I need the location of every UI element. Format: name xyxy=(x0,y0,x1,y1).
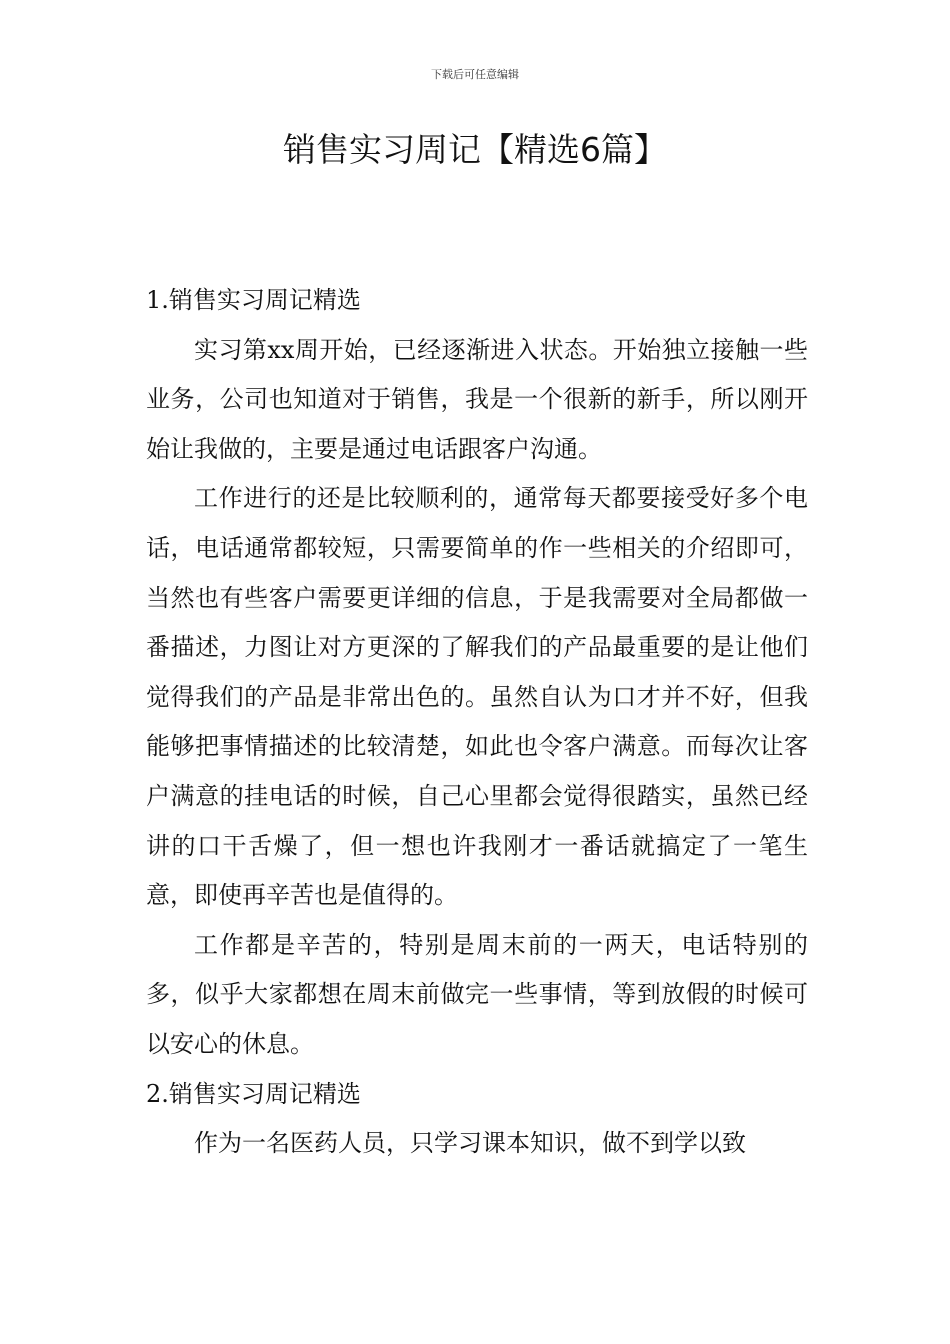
section-1 xyxy=(146,276,808,1070)
document-body xyxy=(146,276,808,1169)
paragraph: 作为一名医药人员，只学习课本知识，做不到学以致 xyxy=(194,1129,746,1158)
paragraph: 实习第xx周开始，已经逐渐进入状态。开始独立接触一些业务，公司也知道对于销售，我是一个很新的新手，所以刚开始让我做的，主要是通过电话跟客户沟通。 xyxy=(146,335,808,463)
header-note: 下载后可任意编辑 xyxy=(431,68,519,81)
section-heading: 1.销售实习周记精选 xyxy=(146,286,361,314)
section-heading: 2.销售实习周记精选 xyxy=(146,1079,361,1108)
paragraph: 工作进行的还是比较顺利的，通常每天都要接受好多个电话，电话通常都较短，只需要简单的作一些相关的介绍即可，当然也有些客户需要更详细的信息，于是我需要对全局都做一番描述，力图让对方更深的了解我们的产品最重要的是让他们觉得我们的产品是非常出色的。虽然自认为口才并不好，但我能够把事情描述的比较清楚，如此也令客户满意。而每次让客户满意的挂电话的时候，自己心里都会觉得很踏实，虽然已经讲的口干舌燥了，但一想也许我刚才一番话就搞定了一笔生意，即使再辛苦也是值得的。 xyxy=(146,484,808,910)
paragraph: 工作都是辛苦的，特别是周末前的一两天，电话特别的多，似乎大家都想在周末前做完一些事情，等到放假的时候可以安心的休息。 xyxy=(146,930,808,1058)
document-title: 销售实习周记【精选6篇】 xyxy=(283,130,667,169)
section-2 xyxy=(146,1070,808,1169)
